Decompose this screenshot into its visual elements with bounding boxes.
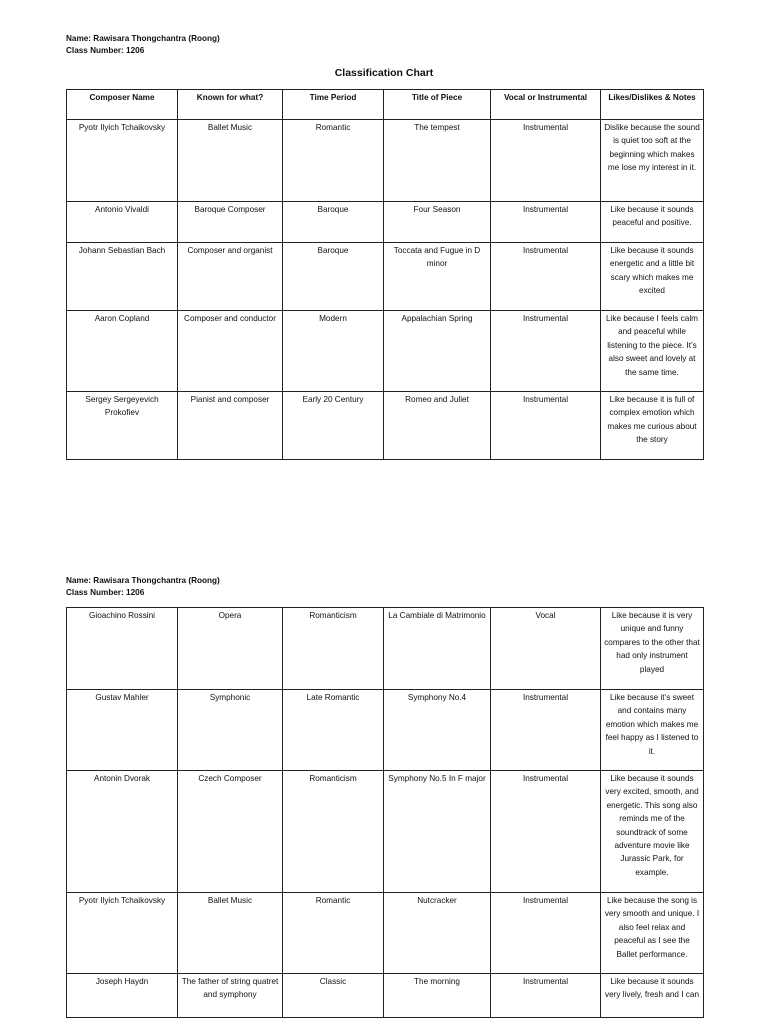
time-period-cell: Baroque xyxy=(283,243,384,311)
column-header-known-for: Known for what? xyxy=(178,90,283,120)
notes-cell: Like because it is very unique and funny compares to the other that had only instrument played xyxy=(601,608,704,690)
title-cell: Symphony No.4 xyxy=(384,690,491,771)
notes-cell: Like because it sounds very excited, smooth, and energetic. This song also reminds me of the soundtrack of some adventure movie like Jurassic Park, for example. xyxy=(601,771,704,893)
table-row xyxy=(67,771,704,893)
title-cell: Romeo and Juliet xyxy=(384,392,491,460)
time-period-cell: Romantic xyxy=(283,120,384,202)
student-name: Name: Rawisara Thongchantra (Roong) xyxy=(66,34,220,43)
column-header-composer: Composer Name xyxy=(67,90,178,120)
table-row xyxy=(67,311,704,392)
column-header-time-period: Time Period xyxy=(283,90,384,120)
classification-table-page2 xyxy=(66,607,704,1018)
column-header-title: Title of Piece xyxy=(384,90,491,120)
known-for-cell: Opera xyxy=(178,608,283,690)
notes-cell: Like because it sounds very lively, fresh and I can xyxy=(601,974,704,1018)
time-period-cell: Romantic xyxy=(283,893,384,974)
title-cell: La Cambiale di Matrimonio xyxy=(384,608,491,690)
time-period-cell: Romanticism xyxy=(283,608,384,690)
composer-cell: Joseph Haydn xyxy=(67,974,178,1018)
known-for-cell: Ballet Music xyxy=(178,893,283,974)
table-row xyxy=(67,893,704,974)
notes-cell: Dislike because the sound is quiet too soft at the beginning which makes me lose my interest in it. xyxy=(601,120,704,202)
notes-cell: Like because it sounds peaceful and positive. xyxy=(601,202,704,243)
composer-cell: Antonio Vivaldi xyxy=(67,202,178,243)
known-for-cell: Composer and organist xyxy=(178,243,283,311)
column-header-likes-notes: Likes/Dislikes & Notes xyxy=(601,90,704,120)
known-for-cell: Baroque Composer xyxy=(178,202,283,243)
title-cell: Appalachian Spring xyxy=(384,311,491,392)
vocal-instrumental-cell: Instrumental xyxy=(491,202,601,243)
class-number: Class Number: 1206 xyxy=(66,587,145,597)
time-period-cell: Classic xyxy=(283,974,384,1018)
table-row xyxy=(67,243,704,311)
time-period-cell: Early 20 Century xyxy=(283,392,384,460)
page2-student-header xyxy=(66,575,220,598)
class-number: Class Number: 1206 xyxy=(66,45,145,55)
table-row xyxy=(67,690,704,771)
known-for-cell: The father of string quatret and symphony xyxy=(178,974,283,1018)
known-for-cell: Czech Composer xyxy=(178,771,283,893)
composer-cell: Gioachino Rossini xyxy=(67,608,178,690)
classification-table-page1 xyxy=(66,89,704,460)
vocal-instrumental-cell: Instrumental xyxy=(491,771,601,893)
vocal-instrumental-cell: Instrumental xyxy=(491,392,601,460)
vocal-instrumental-cell: Vocal xyxy=(491,608,601,690)
composer-cell: Aaron Copland xyxy=(67,311,178,392)
notes-cell: Like because the song is very smooth and unique. I also feel relax and peaceful as I see the Ballet performance. xyxy=(601,893,704,974)
known-for-cell: Symphonic xyxy=(178,690,283,771)
notes-cell: Like because it sounds energetic and a little bit scary which makes me excited xyxy=(601,243,704,311)
composer-cell: Sergey Sergeyevich Prokofiev xyxy=(67,392,178,460)
table-header-row xyxy=(67,90,704,120)
chart-title: Classification Chart xyxy=(334,67,434,79)
time-period-cell: Late Romantic xyxy=(283,690,384,771)
time-period-cell: Baroque xyxy=(283,202,384,243)
vocal-instrumental-cell: Instrumental xyxy=(491,893,601,974)
table-row xyxy=(67,120,704,202)
table-row xyxy=(67,608,704,690)
table-row xyxy=(67,974,704,1018)
notes-cell: Like because it’s sweet and contains many emotion which makes me feel happy as I listened to it. xyxy=(601,690,704,771)
composer-cell: Pyotr Ilyich Tchaikovsky xyxy=(67,120,178,202)
vocal-instrumental-cell: Instrumental xyxy=(491,120,601,202)
page1-student-header xyxy=(66,33,220,56)
title-cell: Four Season xyxy=(384,202,491,243)
vocal-instrumental-cell: Instrumental xyxy=(491,690,601,771)
column-header-vocal-instrumental: Vocal or Instrumental xyxy=(491,90,601,120)
known-for-cell: Pianist and composer xyxy=(178,392,283,460)
composer-cell: Johann Sebastian Bach xyxy=(67,243,178,311)
title-cell: The tempest xyxy=(384,120,491,202)
notes-cell: Like because I feels calm and peaceful while listening to the piece. It’s also sweet and lovely at the same time. xyxy=(601,311,704,392)
table-row xyxy=(67,202,704,243)
vocal-instrumental-cell: Instrumental xyxy=(491,974,601,1018)
notes-cell: Like because it is full of complex emotion which makes me curious about the story xyxy=(601,392,704,460)
vocal-instrumental-cell: Instrumental xyxy=(491,311,601,392)
time-period-cell: Romanticism xyxy=(283,771,384,893)
title-cell: Symphony No.5 In F major xyxy=(384,771,491,893)
student-name: Name: Rawisara Thongchantra (Roong) xyxy=(66,576,220,585)
vocal-instrumental-cell: Instrumental xyxy=(491,243,601,311)
table-row xyxy=(67,392,704,460)
title-cell: Nutcracker xyxy=(384,893,491,974)
composer-cell: Pyotr Ilyich Tchaikovsky xyxy=(67,893,178,974)
composer-cell: Antonin Dvorak xyxy=(67,771,178,893)
title-cell: Toccata and Fugue in D minor xyxy=(384,243,491,311)
known-for-cell: Composer and conductor xyxy=(178,311,283,392)
known-for-cell: Ballet Music xyxy=(178,120,283,202)
time-period-cell: Modern xyxy=(283,311,384,392)
title-cell: The morning xyxy=(384,974,491,1018)
composer-cell: Gustav Mahler xyxy=(67,690,178,771)
